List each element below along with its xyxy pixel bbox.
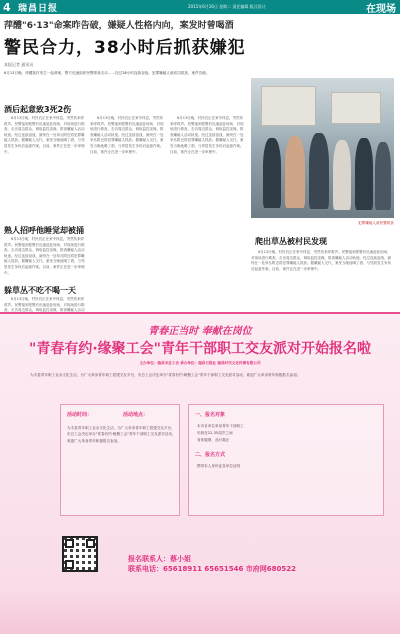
ad-body: 为丰富青年职工业余文化生活，为广大单身青年职工搭建交友平台，市总工会决定举办"青春有约·缘聚工会"青年干部职工交友派对活动，欢迎广大单身青年积极报名参加。 [30,373,301,377]
article-body-col1b: 6月13日晚，村民们正在家中休息，突然传来呼救声。民警接到报警后迅速赶赴现场，对现场进行勘查，走访周边群众，调取监控录像，排查嫌疑人活动轨迹。经过连续奋战，最终在一处草丛附近将犯罪嫌疑人抓获。据嫌疑人交代，案发当晚他喝了酒，与邻居发生争执后起意作案。目前，案件正在进一步审理中。 [4,237,85,275]
article-headline: 警民合力，38小时后抓获嫌犯 [4,38,246,58]
photo-suspect [285,136,305,208]
ad-title: "青春有约·缘聚工会"青年干部职工交友派对开始报名啦 [29,341,371,357]
photo-building [261,86,316,126]
article-body-col1: 6月13日晚，村民们正在家中休息，突然传来呼救声。民警接到报警后迅速赶赴现场，对现场进行勘查，走访周边群众，调取监控录像，排查嫌疑人活动轨迹。经过连续奋战，最终在一处草丛附近将犯罪嫌疑人抓获。据嫌疑人交代，案发当晚他喝了酒，与邻居发生争执后起意作案。目前，案件正在进一步审理中。 [4,116,85,154]
photo-officer [309,133,329,209]
ad-info-box [60,404,180,516]
ad-slogan: 青春正当时 奉献在岗位 [148,326,252,337]
signup-method-heading: 二、报名方式 [195,452,226,458]
signup-item: 身体健康，品行端正 [197,438,230,442]
qr-finder [65,539,74,548]
signup-target-heading: 一、报名对象 [195,412,226,418]
article-body-col4: 6月13日晚，村民们正在家中休息，突然传来呼救声。民警接到报警后迅速赶赴现场，对现场进行勘查，走访周边群众，调取监控录像，排查嫌疑人活动轨迹。经过连续奋战，最终在一处草丛附近将犯罪嫌疑人抓获。据嫌疑人交代，案发当晚他喝了酒，与邻居发生争执后起意作案。目前，案件正在进一步审理中。 [251,250,391,271]
article-body-col1c: 6月13日晚，村民们正在家中休息，突然传来呼救声。民警接到报警后迅速赶赴现场，对现场进行勘查，走访周边群众，调取监控录像，排查嫌疑人活动 [4,297,85,313]
photo-officer [263,138,281,208]
subhead-4: 爬出草丛被村民发现 [255,237,327,246]
photo-caption: 犯罪嫌疑人被民警抓获 [358,221,394,225]
ad-contact [128,554,296,574]
article-body-col2: 6月13日晚，村民们正在家中休息，突然传来呼救声。民警接到报警后迅速赶赴现场，对现场进行勘查，走访周边群众，调取监控录像，排查嫌疑人活动轨迹。经过连续奋战，最终在一处草丛附近将犯罪嫌疑人抓获。据嫌疑人交代，案发当晚他喝了酒，与邻居发生争执后起意作案。目前，案件正在进一步审理中。 [90,116,164,154]
news-photo [251,78,394,218]
qr-code [62,536,98,572]
subhead-2: 熟人招呼他睡觉却被捅 [4,226,84,235]
article-lede: 6月13日晚，萍醴某村发生一起命案，警方迅速组织民警排查走访……经过38小时连续奋战，犯罪嫌疑人被成功抓获，案件告破。 [4,71,210,75]
ad-footer-band [0,592,400,634]
photo-building [331,92,381,124]
ad-signup-box [188,404,384,516]
masthead-meta: 2015年6月16日 星期二 责任编辑 版式设计 [188,4,266,9]
ad-organizers: 主办单位：瑞昌市总工会 承办单位：瑞昌日报社 瑞昌时代文化传媒有限公司 [139,361,261,365]
activity-place-heading: 活动地点： [123,412,149,418]
signup-item: 携带本人身份证及单位证明 [197,464,241,468]
signup-item: 年龄在22-35周岁之间 [197,431,233,435]
ad-info-text: 为丰富青年职工业余文化生活，为广大单身青年职工搭建交友平台，市总工会决定举办"青春有约·缘聚工会"青年干部职工交友派对活动，欢迎广大单身青年积极报名参加。 [67,426,176,443]
photo-officer [333,140,351,210]
photo-officer [355,138,373,210]
qr-finder [65,560,74,569]
page-number: 4 [3,0,11,14]
signup-item: 本市各单位单身青年干部职工 [197,424,244,428]
qr-finder [86,539,95,548]
article-body-col3: 6月13日晚，村民们正在家中休息，突然传来呼救声。民警接到报警后迅速赶赴现场，对现场进行勘查，走访周边群众，调取监控录像，排查嫌疑人活动轨迹。经过连续奋战，最终在一处草丛附近将犯罪嫌疑人抓获。据嫌疑人交代，案发当晚他喝了酒，与邻居发生争执后起意作案。目前，案件正在进一步审理中。 [170,116,244,154]
article-byline: 本报记者 通讯员 [4,62,34,67]
article-kicker: 萍醴"6·13"命案昨告破，嫌疑人性格内向，案发时曾喝酒 [4,21,234,31]
photo-officer [375,142,391,210]
masthead [0,0,400,14]
paper-name: 瑞昌日报 [18,3,59,14]
subhead-3: 躲草丛不吃不喝一天 [4,286,76,295]
contact-person: 报名联系人：蔡小姐 [128,555,191,563]
activity-time-heading: 活动时间： [67,412,93,418]
contact-phone: 联系电话：65618911 65651546 市府网680522 [128,565,297,573]
subhead-1: 酒后起意致3死2伤 [4,105,72,114]
section-title: 在现场 [366,3,396,15]
